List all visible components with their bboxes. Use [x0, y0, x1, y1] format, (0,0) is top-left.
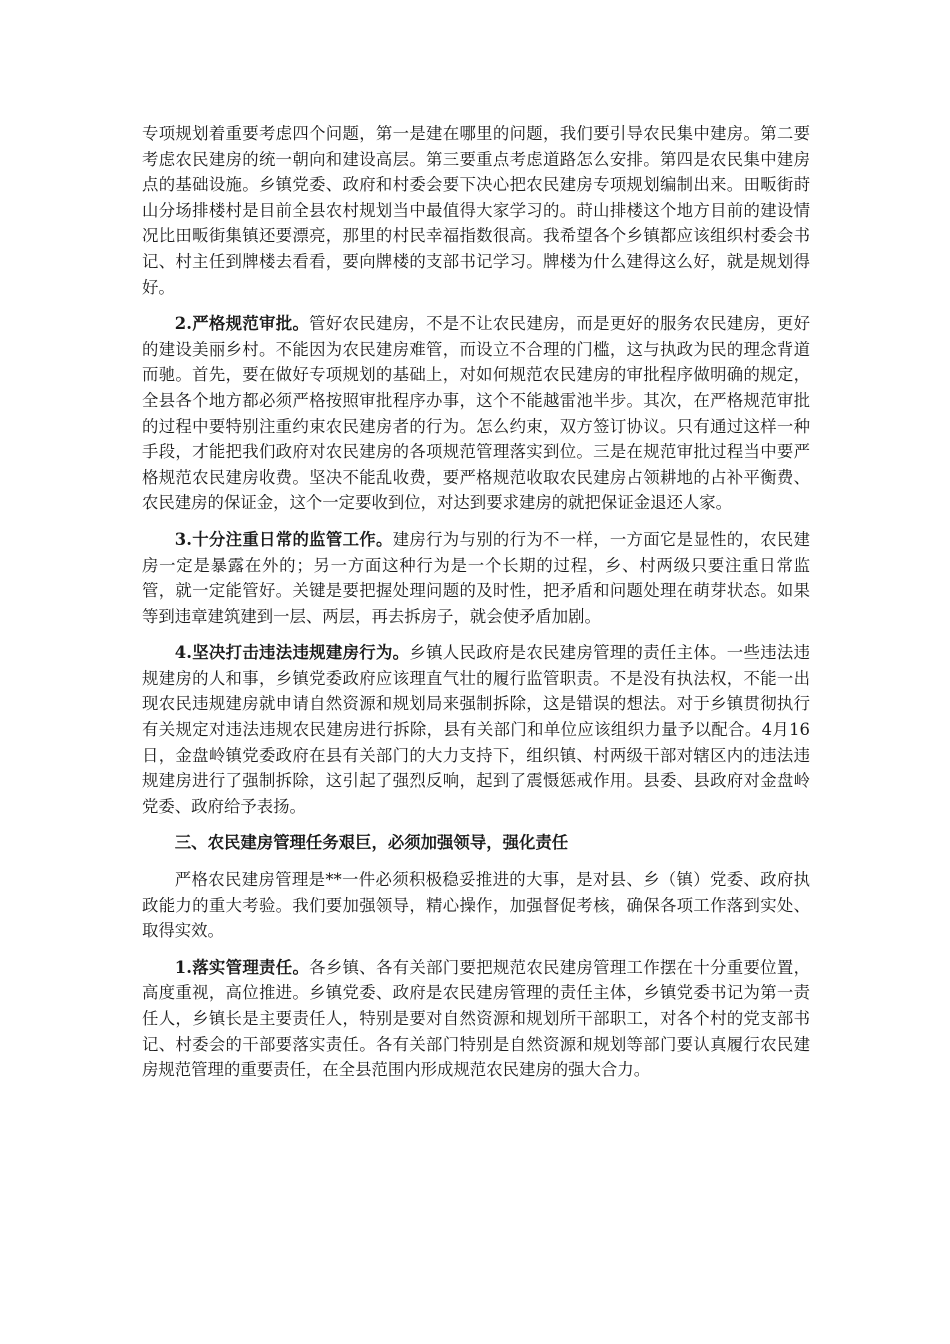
- paragraph-lead: 4.坚决打击违法违规建房行为。: [174, 643, 410, 663]
- paragraph-text: 专项规划着重要考虑四个问题，第一是建在哪里的问题，我们要引导农民集中建房。第二要考虑农民建房的统一朝向和建设高层。第三要重点考虑道路怎么安排。第四是农民集中建房点的基础设施。乡镇党委、政府和村委会要下决心把农民建房专项规划编制出来。田畈街莳山分场排楼村是目前全县农村规划当中最值得大家学习的。莳山排楼这个地方目前的建设情况比田畈街集镇还要漂亮，那里的村民幸福指数很高。我希望各个乡镇都应该组织村委会书记、村主任到牌楼去看看，要向牌楼的支部书记学习。牌楼为什么建得这么好，就是规划得好。: [142, 124, 810, 297]
- paragraph-section-intro: [142, 867, 810, 944]
- paragraph-management-responsibility: [142, 955, 810, 1083]
- paragraph-text: 各乡镇、各有关部门要把规范农民建房管理工作摆在十分重要位置，高度重视，高位推进。乡镇党委、政府是农民建房管理的责任主体，乡镇党委书记为第一责任人，乡镇长是主要责任人，特别是要对自然资源和规划所干部职工，对各个村的党支部书记、村委会的干部要落实责任。各有关部门特别是自然资源和规划等部门要认真履行农民建房规范管理的重要责任，在全县范围内形成规范农民建房的强大合力。: [142, 957, 810, 1080]
- paragraph-lead: 2.严格规范审批。: [174, 314, 310, 334]
- paragraph-text: 建房行为与别的行为不一样，一方面它是显性的，农民建房一定是暴露在外的；另一方面这种行为是一个长期的过程，乡、村两级只要注重日常监管，就一定能管好。关键是要把握处理问题的及时性，把矛盾和问题处理在萌芽状态。如果等到违章建筑建到一层、两层，再去拆房子，就会使矛盾加剧。: [142, 529, 810, 626]
- paragraph-planning-considerations: [142, 121, 810, 300]
- section-heading: 三、农民建房管理任务艰巨，必须加强领导，强化责任: [174, 833, 569, 853]
- paragraph-lead: 1.落实管理责任。: [174, 957, 310, 977]
- paragraph-daily-supervision: [142, 527, 810, 629]
- paragraph-text: 严格农民建房管理是**一件必须积极稳妥推进的大事，是对县、乡（镇）党委、政府执政能力的重大考验。我们要加强领导，精心操作，加强督促考核，确保各项工作落到实处、取得实效。: [142, 870, 810, 941]
- paragraph-crackdown: [142, 640, 810, 819]
- paragraph-text: 乡镇人民政府是农民建房管理的责任主体。一些违法违规建房的人和事，乡镇党委政府应该理直气壮的履行监管职责。不是没有执法权，不能一出现农民违规建房就申请自然资源和规划局来强制拆除，这是错误的想法。对于乡镇贯彻执行有关规定对违法违规农民建房进行拆除，县有关部门和单位应该组织力量予以配合。4月16日，金盘岭镇党委政府在县有关部门的大力支持下，组织镇、村两级干部对辖区内的违法违规建房进行了强制拆除，这引起了强烈反响，起到了震慑惩戒作用。县委、县政府对金盘岭党委、政府给予表扬。: [142, 643, 810, 816]
- document-page: [142, 121, 810, 1094]
- paragraph-strict-approval: [142, 311, 810, 516]
- paragraph-text: 管好农民建房，不是不让农民建房，而是更好的服务农民建房，更好的建设美丽乡村。不能因为农民建房难管，而设立不合理的门槛，这与执政为民的理念背道而驰。首先，要在做好专项规划的基础上，对如何规范农民建房的审批程序做明确的规定，全县各个地方都必须严格按照审批程序办事，这个不能越雷池半步。其次，在严格规范审批的过程中要特别注重约束农民建房者的行为。怎么约束，双方签订协议。只有通过这样一种手段，才能把我们政府对农民建房的各项规范管理落实到位。三是在规范审批过程当中要严格规范农民建房收费。坚决不能乱收费，要严格规范收取农民建房占领耕地的占补平衡费、农民建房的保证金，这个一定要收到位，对达到要求建房的就把保证金退还人家。: [142, 314, 810, 513]
- paragraph-lead: 3.十分注重日常的监管工作。: [174, 529, 393, 549]
